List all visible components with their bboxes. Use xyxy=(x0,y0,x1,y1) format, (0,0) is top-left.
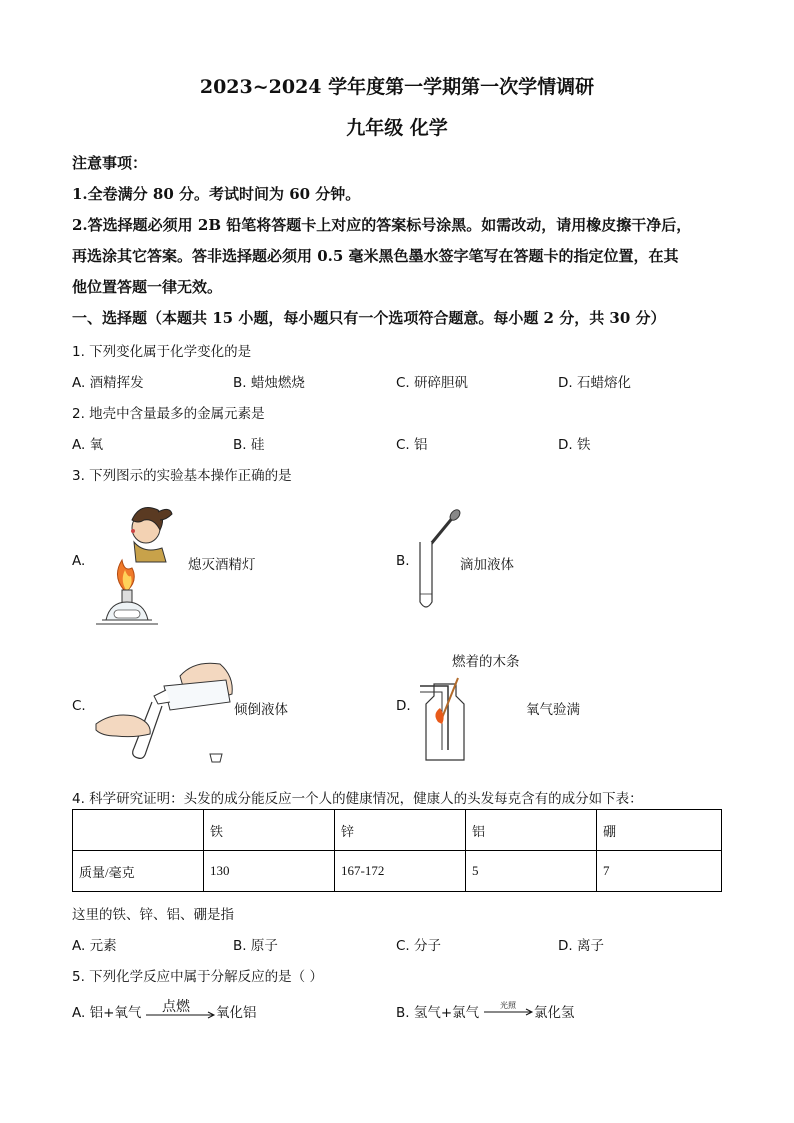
q3-a-caption: 熄灭酒精灯 xyxy=(188,557,256,573)
q3-c-letter: C. xyxy=(72,698,86,714)
q1-stem: 1. 下列变化属于化学变化的是 xyxy=(72,344,252,360)
q3-b-letter: B. xyxy=(396,553,410,569)
q3-d-letter: D. xyxy=(396,698,411,714)
reaction-arrow-icon xyxy=(146,1012,216,1020)
table-cell: 质量/毫克 xyxy=(73,851,204,892)
q2-option-b: B. 硅 xyxy=(233,437,265,453)
q3-c-caption: 倾倒液体 xyxy=(234,702,288,718)
q1-option-a: A. 酒精挥发 xyxy=(72,375,144,391)
q3-stem: 3. 下列图示的实验基本操作正确的是 xyxy=(72,468,292,484)
pouring-liquid-illustration xyxy=(94,656,240,766)
exam-title: 2023~2024 学年度第一学期第一次学情调研 xyxy=(199,76,595,98)
q3-d-caption: 氧气验满 xyxy=(526,702,580,718)
table-header-cell xyxy=(73,810,204,851)
q1-option-c: C. 研碎胆矾 xyxy=(396,375,469,391)
table-cell: 7 xyxy=(597,851,722,892)
table-header-cell: 硼 xyxy=(597,810,722,851)
oxygen-test-bottle-illustration xyxy=(418,674,470,762)
q1-option-d: D. 石蜡熔化 xyxy=(558,375,631,391)
q5-option-b-reactants: B. 氢气+氯气 xyxy=(396,1005,480,1021)
q5-stem: 5. 下列化学反应中属于分解反应的是（ ） xyxy=(72,969,323,985)
q2-option-d: D. 铁 xyxy=(558,437,591,453)
notice-item-2-line3: 他位置答题一律无效。 xyxy=(72,278,223,296)
q5-option-b-product: 氯化氢 xyxy=(534,1005,575,1021)
q1-option-b: B. 蜡烛燃烧 xyxy=(233,375,305,391)
notice-heading: 注意事项： xyxy=(72,154,148,172)
q5-option-a-reactants: A. 铝+氧气 xyxy=(72,1005,142,1021)
q5-option-b-condition: 光照 xyxy=(500,1001,516,1010)
reaction-arrow-icon xyxy=(484,1009,534,1017)
table-header-cell: 铝 xyxy=(466,810,597,851)
q5-option-a-product: 氧化铝 xyxy=(216,1005,257,1021)
table-header-cell: 铁 xyxy=(204,810,335,851)
alcohol-lamp-blowing-illustration xyxy=(92,498,167,634)
q4-option-b: B. 原子 xyxy=(233,938,278,954)
q4-option-c: C. 分子 xyxy=(396,938,442,954)
table-header-row xyxy=(73,810,722,851)
q4-option-a: A. 元素 xyxy=(72,938,117,954)
notice-item-2-line2: 再选涂其它答案。答非选择题必须用 0.5 毫米黑色墨水签字笔写在答题卡的指定位置，在其 xyxy=(72,247,679,265)
q2-option-a: A. 氧 xyxy=(72,437,104,453)
q2-option-c: C. 铝 xyxy=(396,437,428,453)
q3-d-label: 燃着的木条 xyxy=(452,654,520,670)
hair-composition-table xyxy=(72,809,722,892)
q4-followup: 这里的铁、锌、铝、硼是指 xyxy=(72,907,234,923)
q4-option-d: D. 离子 xyxy=(558,938,604,954)
table-header-cell: 锌 xyxy=(335,810,466,851)
table-cell: 130 xyxy=(204,851,335,892)
exam-subtitle: 九年级 化学 xyxy=(346,117,448,139)
notice-item-1: 1.全卷满分 80 分。考试时间为 60 分钟。 xyxy=(72,185,361,203)
q3-b-caption: 滴加液体 xyxy=(460,557,514,573)
section-1-heading: 一、选择题（本题共 15 小题，每小题只有一个选项符合题意。每小题 2 分，共 30 分） xyxy=(72,309,666,327)
table-cell: 167-172 xyxy=(335,851,466,892)
notice-item-2-line1: 2.答选择题必须用 2B 铅笔将答题卡上对应的答案标号涂黑。如需改动，请用橡皮擦干净后， xyxy=(72,216,692,234)
table-cell: 5 xyxy=(466,851,597,892)
q5-option-a-condition: 点燃 xyxy=(162,999,190,1015)
table-row xyxy=(73,851,722,892)
dropper-test-tube-illustration xyxy=(414,508,464,610)
q3-a-letter: A. xyxy=(72,553,86,569)
q4-stem: 4. 科学研究证明：头发的成分能反应一个人的健康情况，健康人的头发每克含有的成分如下表： xyxy=(72,791,643,807)
q2-stem: 2. 地壳中含量最多的金属元素是 xyxy=(72,406,265,422)
